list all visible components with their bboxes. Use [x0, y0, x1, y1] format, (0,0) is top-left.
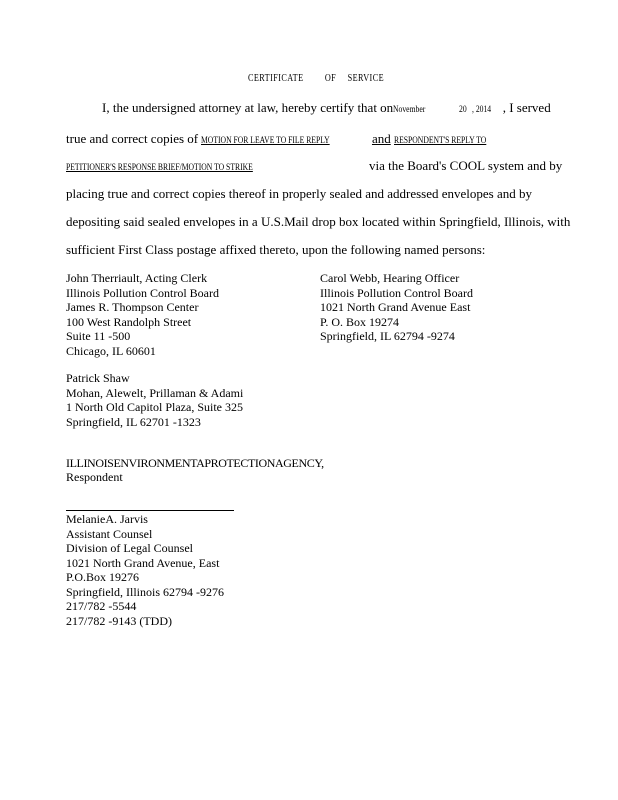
- respondent-reply-link[interactable]: RESPONDENT'S REPLY TO: [394, 135, 487, 145]
- body-line-3b: [369, 158, 562, 174]
- address-line: P. O. Box 19274: [320, 314, 400, 329]
- via-cool-text: via the Board's COOL system and by: [369, 158, 563, 173]
- address-line: John Therriault, Acting Clerk: [66, 271, 208, 285]
- recipient-petitioner-counsel: [66, 371, 243, 429]
- signatory-line: MelanieA. Jarvis: [66, 512, 148, 526]
- signatory-line: P.O.Box 19276: [66, 570, 140, 584]
- recipient-hearing-officer: [320, 271, 473, 344]
- motion-leave-link[interactable]: MOTION FOR LEAVE TO FILE REPLY: [201, 135, 331, 145]
- body-line-5: depositing said sealed envelopes in a U.S.Mail drop box located within Springfield, Illinois, with: [66, 214, 571, 229]
- address-line: Patrick Shaw: [66, 371, 130, 385]
- title-word-service: SERVICE: [347, 73, 385, 84]
- body-line-2: [66, 131, 503, 147]
- title-word-of: OF: [324, 73, 337, 84]
- address-line: James R. Thompson Center: [66, 300, 199, 314]
- date-day: 20: [459, 104, 467, 114]
- address-line: Springfield, IL 62794 -9274: [320, 329, 455, 343]
- signatory-line: 217/782 -9143 (TDD): [66, 613, 172, 628]
- signatory-block: [66, 512, 224, 628]
- body-line-6: sufficient First Class postage affixed thereto, upon the following named persons:: [66, 242, 486, 257]
- agency-name: ILLINOISENVIRONMENTAPROTECTIONAGENCY,: [66, 456, 324, 470]
- signatory-line: 217/782 -5544: [66, 599, 137, 613]
- signatory-line: 1021 North Grand Avenue, East: [66, 555, 220, 570]
- signatory-line: Division of Legal Counsel: [66, 541, 193, 555]
- address-line: 1 North Old Capitol Plaza, Suite 325: [66, 400, 243, 414]
- signature-line: [66, 510, 234, 511]
- address-line: Mohan, Alewelt, Prillaman & Adami: [66, 385, 244, 400]
- body-line-1: [102, 100, 551, 116]
- signatory-line: Springfield, Illinois 62794 -9276: [66, 584, 224, 599]
- address-line: Chicago, IL 60601: [66, 343, 156, 358]
- body-line-3: [66, 158, 286, 174]
- signatory-line: Assistant Counsel: [66, 526, 153, 541]
- address-line: Illinois Pollution Control Board: [66, 285, 220, 300]
- date-month: November: [393, 104, 426, 114]
- title-word-certificate: CERTIFICATE: [248, 73, 304, 84]
- address-line: 100 West Randolph Street: [66, 314, 192, 329]
- served-text: , I served: [502, 100, 551, 115]
- certify-text: I, the undersigned attorney at law, hereby certify that on: [102, 100, 394, 115]
- certificate-title: [248, 73, 384, 84]
- respondent-label: Respondent: [66, 470, 123, 484]
- petitioner-response-link[interactable]: PETITIONER'S RESPONSE BRIEF/MOTION TO STRIKE: [66, 162, 253, 172]
- address-line: Illinois Pollution Control Board: [320, 285, 474, 300]
- address-line: Carol Webb, Hearing Officer: [320, 271, 460, 285]
- address-line: Suite 11 -500: [66, 329, 131, 343]
- body-line-4: placing true and correct copies thereof in properly sealed and addressed envelopes and by: [66, 186, 533, 201]
- copies-text: true and correct copies of: [66, 131, 199, 146]
- date-year: , 2014: [472, 104, 492, 114]
- address-line: 1021 North Grand Avenue East: [320, 300, 471, 314]
- recipient-clerk: [66, 271, 219, 358]
- and-text: and: [371, 131, 391, 146]
- address-line: Springfield, IL 62701 -1323: [66, 414, 201, 429]
